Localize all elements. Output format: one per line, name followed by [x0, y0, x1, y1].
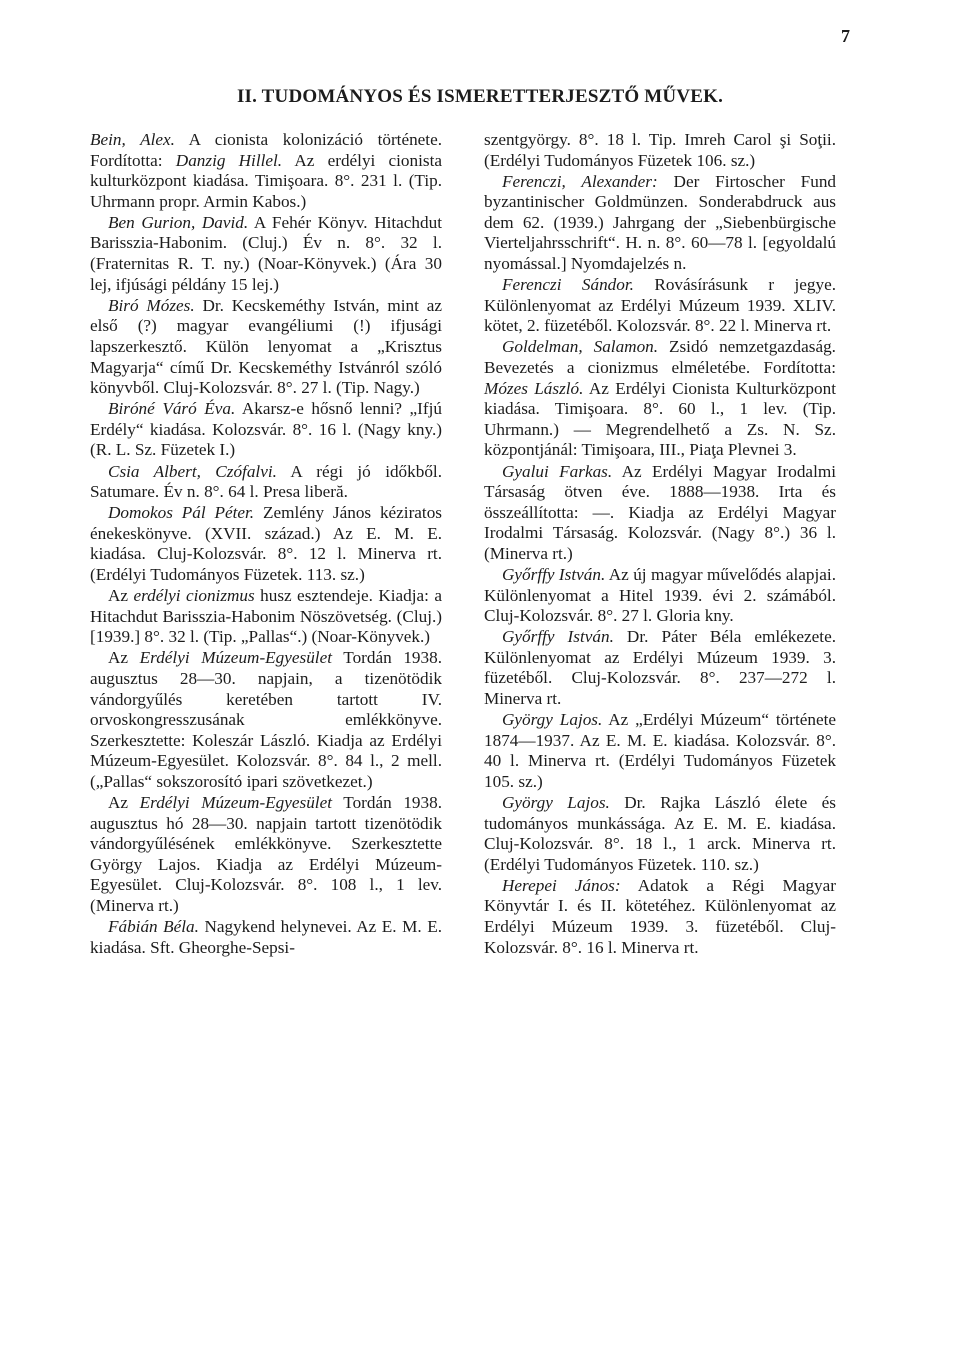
entry-author: Csia Albert, Czófalvi.: [108, 461, 277, 481]
entry-text2: Az Erdélyi Cionista Kulturközpont kiadása. Timişoara. 8°. 60 l., 1 lev. (Tip. Uhrmann.) — Megrendelhető a Zs. N. Sz. központjánál: Timişoara, III., Piaţa Plevnei 3.: [484, 378, 836, 460]
entry-author: Ben Gurion, David.: [108, 212, 249, 232]
entry-author: György Lajos.: [502, 793, 610, 812]
entry-text: Zemlény János kéziratos énekeskönyve. (XVII. század.) Az E. M. E. kiadása. Cluj-Kolozsvár. 8°. 12 l. Minerva rt. (Erdélyi Tudományos Füzetek. 113. sz.): [90, 503, 442, 584]
entry-text: Az új magyar művelődés alapjai. Különlenyomat a Hitel 1939. évi 2. számából. Cluj-Kolozsvár. 8°. 27 l. Gloria kny.: [484, 564, 836, 626]
entry-text: Az Erdélyi Magyar Irodalmi Társaság ötven éve. 1888—1938. Irta és összeállította: —. Kiadja az Erdélyi Magyar Irodalmi Társaság. Kolozsvár. (Nagy 8°.) 36 l. (Minerva rt.): [484, 461, 836, 563]
right-column: [484, 130, 836, 959]
entry-text: Dr. Rajka László élete és tudományos munkássága. Az E. M. E. kiadása. Cluj-Kolozsvár. 8°. 18 l., 1 arck. Minerva rt. (Erdélyi Tudományos Füzetek. 110. sz.): [484, 793, 836, 874]
left-column: [90, 130, 442, 959]
entry-author: Domokos Pál Péter.: [108, 503, 255, 523]
entry-text: Az: [108, 793, 140, 812]
bibliography-entry: [90, 917, 442, 958]
entry-author: Győrffy István.: [502, 627, 614, 647]
entry-author: Győrffy István.: [502, 564, 606, 584]
entry-text2: Tordán 1938. augusztus hó 28—30. napjain tartott tizenötödik vándorgyűlésének emlékkönyve. Szerkesztette György Lajos. Kiadja az Erdélyi Múzeum-Egyesület. Cluj-Kolozsvár. 8°. 108 l., 1 lev. (Minerva rt.): [90, 793, 442, 915]
entry-text: A cionista kolonizáció története. Fordította:: [90, 130, 442, 170]
entry-text: Az: [108, 586, 134, 606]
entry-extra-italic: Danzig Hillel.: [175, 150, 283, 170]
entry-extra-italic: Erdélyi Múzeum-Egyesület: [139, 793, 332, 812]
entry-text2: Az erdélyi cionista kulturközpont kiadása. Timişoara. 8°. 231 l. (Tip. Uhrmann propr. Armin Kabos.): [90, 150, 442, 211]
entry-text: Der Firtoscher Fund byzantinischer Goldmünzen. Sonderabdruck aus dem 62. (1939.) Jahrgang der „Siebenbürgische Vierteljahrsschrift“. H. n. 8°. 60—78 l. [egyoldalú nyomással.] Nyomdajelzés n.: [484, 171, 837, 274]
entry-text: Dr. Páter Béla emlékezete. Különlenyomat az Erdélyi Múzeum 1939. 3. füzetéből. Cluj-Kolozsvár. 8°. 237—272 l. Minerva rt.: [484, 627, 836, 709]
bibliography-entry: [484, 627, 836, 709]
bibliography-entry: [484, 462, 836, 565]
entry-author: Ferenczi, Alexander:: [502, 171, 658, 191]
entry-text: Az: [108, 648, 140, 668]
entry-author: Fábián Béla.: [108, 917, 199, 937]
entry-text2: husz esztendeje. Kiadja: a Hitachdut Barisszia-Habonim Nöszövetség. (Cluj.) [1939.] 8°. 32 l. (Tip. „Pallas“.) (Noar-Könyvek.): [90, 586, 442, 647]
entry-author: Herepei János:: [502, 875, 621, 895]
entry-author: Bein, Alex.: [90, 130, 175, 149]
bibliography-entry: [90, 503, 442, 585]
entry-text2: Tordán 1938. augusztus 28—30. napjain, a tizenötödik vándorgyűlés keretében tartott IV. orvoskongresszusának emlékkönyve. Szerkesztette: Koleszár László. Kiadja az Erdélyi Múzeum-Egyesület. Kolozsvár. 8°. 84 l., 2 mell. („Pallas“ sokszorosító ipari szövetkezet.): [90, 648, 442, 791]
bibliography-entry: [484, 275, 836, 337]
bibliography-entry: [484, 337, 836, 461]
bibliography-entry: [90, 130, 442, 212]
entry-author: Biróné Váró Éva.: [108, 399, 236, 419]
entry-text: Akarsz-e hősnő lenni? „Ifjú Erdély“ kiadása. Kolozsvár. 8°. 16 l. (Nagy kny.) (R. L. Sz. Füzetek I.): [90, 399, 442, 460]
entry-author: György Lajos.: [502, 710, 603, 730]
entry-extra-italic: Erdélyi Múzeum-Egyesület: [139, 648, 332, 668]
entry-author: Biró Mózes.: [108, 295, 195, 315]
bibliography-entry: [90, 586, 442, 648]
entry-text: Nagykend helynevei. Az E. M. E. kiadása. Sft. Gheorghe-Sepsi-: [90, 917, 442, 957]
section-title: II. TUDOMÁNYOS ÉS ISMERETTERJESZTŐ MŰVEK.: [236, 86, 724, 107]
entry-text: A Fehér Könyv. Hitachdut Barisszia-Habonim. (Cluj.) Év n. 8°. 32 l. (Fraternitas R. T. ny.) (Noar-Könyvek.) (Ára 30 lej, ifjúsági példány 15 lej.): [90, 212, 442, 294]
entry-text: szentgyörgy. 8°. 18 l. Tip. Imreh Carol şi Soţii. (Erdélyi Tudományos Füzetek 106. sz.): [484, 130, 836, 170]
entry-extra-italic: Mózes László.: [484, 378, 584, 398]
bibliography-entry: [90, 793, 442, 917]
bibliography-entry: [484, 172, 836, 275]
entry-text: Az „Erdélyi Múzeum“ története 1874—1937. Az E. M. E. kiadása. Kolozsvár. 8°. 40 l. Minerva rt. (Erdélyi Tudományos Füzetek 105. sz.): [484, 710, 836, 791]
bibliography-entry: [90, 213, 442, 295]
bibliography-entry: [484, 565, 836, 627]
entry-extra-italic: erdélyi cionizmus: [133, 586, 255, 606]
entry-text: Dr. Kecskeméthy István, mint az első (?) magyar evangéliumi (!) ifjusági lapszerkesztő. Külön lenyomat a „Krisztus Magyarja“ című Dr. Kecskeméthy Istvánról szóló könyvből. Cluj-Kolozsvár. 8°. 27 l. (Tip. Nagy.): [90, 295, 442, 398]
bibliography-entry: [90, 648, 442, 792]
entry-author: Ferenczi Sándor.: [502, 275, 634, 295]
entry-text: Rovásírásunk r jegye. Különlenyomat az Erdélyi Múzeum 1939. XLIV. kötet, 2. füzetéből. Kolozsvár. 8°. 22 l. Minerva rt.: [484, 275, 836, 336]
page-number: 7: [841, 26, 850, 46]
bibliography-entry: [484, 710, 836, 792]
entry-text: Zsidó nemzetgazdaság. Bevezetés a cionizmus elméletébe. Fordította:: [484, 337, 836, 378]
bibliography-entry: [90, 462, 442, 503]
bibliography-entry: [90, 399, 442, 461]
bibliography-entry: [484, 130, 836, 171]
bibliography-entry: [484, 876, 836, 958]
entry-text: Adatok a Régi Magyar Könyvtár I. és II. kötetéhez. Különlenyomat az Erdélyi Múzeum 1939. 3. füzetéből. Cluj-Kolozsvár. 8°. 16 l. Minerva rt.: [484, 875, 836, 957]
bibliography-entry: [90, 296, 442, 399]
entry-author: Gyalui Farkas.: [502, 461, 613, 481]
bibliography-entry: [484, 793, 836, 875]
entry-text: A régi jó időkből. Satumare. Év n. 8°. 64 l. Presa liberă.: [90, 461, 443, 502]
entry-author: Goldelman, Salamon.: [502, 337, 659, 357]
